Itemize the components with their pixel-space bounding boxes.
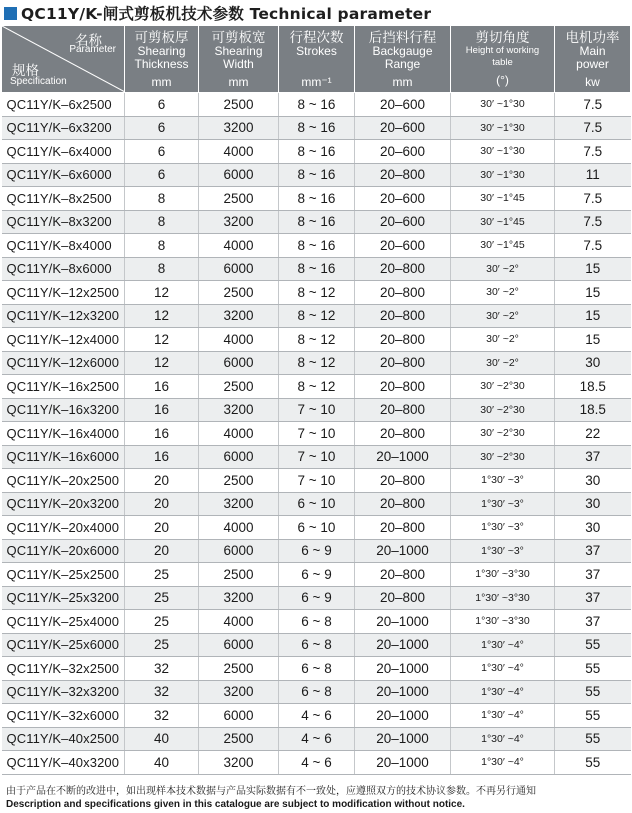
strokes-cell: 6 ~ 8 [279,633,355,657]
header-label-en: Shearing [137,44,186,58]
table-row [2,351,631,375]
table-row [2,633,631,657]
width-cell: 2500 [199,187,279,211]
angle-cell: 30′ ~1°45 [451,234,555,258]
strokes-cell: 8 ~ 12 [279,328,355,352]
angle-cell: 30′ ~2°30 [451,375,555,399]
header-shear-angle [451,26,555,93]
table-row [2,375,631,399]
angle-cell: 30′ ~1°45 [451,187,555,211]
width-cell: 2500 [199,281,279,305]
angle-cell: 1°30′ ~3° [451,539,555,563]
table-row [2,539,631,563]
table-row [2,492,631,516]
strokes-cell: 8 ~ 16 [279,163,355,187]
header-label-en-2: Thickness [134,57,189,71]
model-cell: QC11Y/K–16x4000 [2,422,125,446]
width-cell: 4000 [199,516,279,540]
table-row [2,163,631,187]
width-cell: 2500 [199,727,279,751]
strokes-cell: 7 ~ 10 [279,422,355,446]
header-backgauge [355,26,451,93]
width-cell: 3200 [199,586,279,610]
thickness-cell: 8 [125,210,199,234]
backgauge-cell: 20–800 [355,398,451,422]
power-cell: 55 [555,727,631,751]
model-cell: QC11Y/K–16x3200 [2,398,125,422]
header-label-en-2: table [492,57,513,68]
thickness-cell: 6 [125,93,199,117]
power-cell: 7.5 [555,234,631,258]
thickness-cell: 32 [125,704,199,728]
power-cell: 7.5 [555,187,631,211]
strokes-cell: 7 ~ 10 [279,398,355,422]
model-cell: QC11Y/K–6x2500 [2,93,125,117]
header-label-en-2: power [576,57,609,71]
thickness-cell: 32 [125,680,199,704]
backgauge-cell: 20–1000 [355,610,451,634]
thickness-cell: 20 [125,516,199,540]
header-label-en: Backgauge [372,44,433,58]
header-specification-en: Specification [10,76,67,87]
angle-cell: 30′ ~2°30 [451,445,555,469]
header-label-zh: 剪切角度 [475,30,530,45]
backgauge-cell: 20–800 [355,163,451,187]
model-cell: QC11Y/K–12x6000 [2,351,125,375]
angle-cell: 1°30′ ~3°30 [451,586,555,610]
footnote-en: Description and specifications given in this catalogue are subject to modification without notice. [6,799,465,810]
table-row [2,610,631,634]
model-cell: QC11Y/K–20x2500 [2,469,125,493]
width-cell: 6000 [199,257,279,281]
strokes-cell: 6 ~ 9 [279,563,355,587]
power-cell: 7.5 [555,140,631,164]
angle-cell: 30′ ~2° [451,351,555,375]
angle-cell: 30′ ~1°30 [451,163,555,187]
header-label-zh: 行程次数 [289,30,344,45]
header-label-en-2: Range [384,57,421,71]
strokes-cell: 6 ~ 10 [279,516,355,540]
table-row [2,328,631,352]
power-cell: 30 [555,516,631,540]
model-cell: QC11Y/K–8x6000 [2,257,125,281]
table-row [2,187,631,211]
backgauge-cell: 20–800 [355,469,451,493]
power-cell: 15 [555,328,631,352]
header-name-zh: 名称 [75,33,102,48]
angle-cell: 1°30′ ~4° [451,704,555,728]
strokes-cell: 7 ~ 10 [279,445,355,469]
width-cell: 4000 [199,140,279,164]
strokes-cell: 6 ~ 9 [279,586,355,610]
width-cell: 3200 [199,304,279,328]
width-cell: 4000 [199,422,279,446]
power-cell: 55 [555,704,631,728]
width-cell: 6000 [199,539,279,563]
header-motor-power [555,26,631,93]
thickness-cell: 12 [125,304,199,328]
angle-cell: 30′ ~1°30 [451,93,555,117]
thickness-cell: 40 [125,727,199,751]
model-cell: QC11Y/K–25x4000 [2,610,125,634]
model-cell: QC11Y/K–12x4000 [2,328,125,352]
strokes-cell: 4 ~ 6 [279,704,355,728]
angle-cell: 1°30′ ~4° [451,751,555,775]
table-row [2,234,631,258]
backgauge-cell: 20–1000 [355,633,451,657]
strokes-cell: 8 ~ 16 [279,187,355,211]
backgauge-cell: 20–1000 [355,727,451,751]
model-cell: QC11Y/K–40x3200 [2,751,125,775]
header-label-zh: 后挡料行程 [368,30,437,45]
backgauge-cell: 20–1000 [355,445,451,469]
header-label-zh: 可剪板厚 [134,30,189,45]
angle-cell: 30′ ~2° [451,328,555,352]
backgauge-cell: 20–800 [355,516,451,540]
backgauge-cell: 20–800 [355,257,451,281]
angle-cell: 30′ ~2°30 [451,422,555,446]
strokes-cell: 7 ~ 10 [279,469,355,493]
angle-cell: 1°30′ ~3° [451,492,555,516]
backgauge-cell: 20–600 [355,93,451,117]
power-cell: 22 [555,422,631,446]
table-body [2,93,631,775]
thickness-cell: 12 [125,328,199,352]
power-cell: 37 [555,610,631,634]
width-cell: 2500 [199,469,279,493]
thickness-cell: 25 [125,610,199,634]
table-row [2,140,631,164]
table-row [2,727,631,751]
width-cell: 4000 [199,610,279,634]
power-cell: 15 [555,281,631,305]
power-cell: 7.5 [555,116,631,140]
angle-cell: 30′ ~1°30 [451,116,555,140]
power-cell: 37 [555,563,631,587]
thickness-cell: 8 [125,234,199,258]
backgauge-cell: 20–600 [355,210,451,234]
model-cell: QC11Y/K–8x3200 [2,210,125,234]
model-cell: QC11Y/K–8x4000 [2,234,125,258]
thickness-cell: 12 [125,281,199,305]
header-unit: mm [228,75,249,89]
header-label-en: Main [579,44,606,58]
table-row [2,422,631,446]
model-cell: QC11Y/K–25x2500 [2,563,125,587]
strokes-cell: 8 ~ 12 [279,375,355,399]
model-cell: QC11Y/K–25x3200 [2,586,125,610]
width-cell: 6000 [199,445,279,469]
strokes-cell: 8 ~ 16 [279,116,355,140]
model-cell: QC11Y/K–12x3200 [2,304,125,328]
width-cell: 3200 [199,398,279,422]
model-cell: QC11Y/K–40x2500 [2,727,125,751]
model-cell: QC11Y/K–16x2500 [2,375,125,399]
power-cell: 55 [555,633,631,657]
width-cell: 3200 [199,116,279,140]
thickness-cell: 20 [125,469,199,493]
power-cell: 37 [555,586,631,610]
table-row [2,116,631,140]
backgauge-cell: 20–800 [355,563,451,587]
width-cell: 6000 [199,704,279,728]
strokes-cell: 8 ~ 12 [279,281,355,305]
thickness-cell: 20 [125,492,199,516]
backgauge-cell: 20–600 [355,140,451,164]
header-parameter-en: Parameter [69,44,116,55]
power-cell: 55 [555,751,631,775]
power-cell: 18.5 [555,398,631,422]
footnote [6,785,536,811]
thickness-cell: 32 [125,657,199,681]
header-label-en: Height of working [465,45,540,56]
width-cell: 2500 [199,657,279,681]
strokes-cell: 4 ~ 6 [279,727,355,751]
angle-cell: 30′ ~1°45 [451,210,555,234]
thickness-cell: 25 [125,563,199,587]
power-cell: 55 [555,680,631,704]
header-spec-zh: 规格 [12,63,39,78]
header-strokes [279,26,355,93]
backgauge-cell: 20–600 [355,116,451,140]
table-row [2,93,631,117]
angle-cell: 1°30′ ~3°30 [451,610,555,634]
model-cell: QC11Y/K–6x4000 [2,140,125,164]
model-cell: QC11Y/K–8x2500 [2,187,125,211]
header-unit: (°) [496,73,509,87]
model-cell: QC11Y/K–12x2500 [2,281,125,305]
power-cell: 37 [555,445,631,469]
page-title: QC11Y/K-闸式剪板机技术参数 Technical parameter [21,5,432,23]
thickness-cell: 25 [125,633,199,657]
power-cell: 18.5 [555,375,631,399]
angle-cell: 1°30′ ~4° [451,680,555,704]
model-cell: QC11Y/K–32x2500 [2,657,125,681]
header-row [2,26,631,93]
table-row [2,563,631,587]
technical-parameter-table [1,25,631,775]
table-row [2,210,631,234]
power-cell: 30 [555,351,631,375]
table-row [2,657,631,681]
header-unit: mm [151,75,172,89]
width-cell: 3200 [199,210,279,234]
model-cell: QC11Y/K–32x3200 [2,680,125,704]
table-row [2,257,631,281]
thickness-cell: 6 [125,163,199,187]
thickness-cell: 16 [125,422,199,446]
header-label-zh: 可剪板宽 [211,30,266,45]
power-cell: 7.5 [555,93,631,117]
angle-cell: 1°30′ ~4° [451,633,555,657]
model-cell: QC11Y/K–32x6000 [2,704,125,728]
strokes-cell: 8 ~ 16 [279,257,355,281]
backgauge-cell: 20–1000 [355,704,451,728]
table-row [2,398,631,422]
thickness-cell: 25 [125,586,199,610]
strokes-cell: 8 ~ 12 [279,304,355,328]
angle-cell: 1°30′ ~3° [451,469,555,493]
backgauge-cell: 20–600 [355,187,451,211]
model-cell: QC11Y/K–20x4000 [2,516,125,540]
header-label-en-2: Width [223,57,254,71]
width-cell: 6000 [199,163,279,187]
width-cell: 4000 [199,328,279,352]
strokes-cell: 8 ~ 12 [279,351,355,375]
backgauge-cell: 20–1000 [355,680,451,704]
power-cell: 37 [555,539,631,563]
backgauge-cell: 20–800 [355,586,451,610]
power-cell: 30 [555,469,631,493]
thickness-cell: 40 [125,751,199,775]
header-label-en: Shearing [214,44,263,58]
power-cell: 7.5 [555,210,631,234]
power-cell: 15 [555,257,631,281]
thickness-cell: 12 [125,351,199,375]
width-cell: 3200 [199,680,279,704]
angle-cell: 30′ ~2° [451,257,555,281]
angle-cell: 1°30′ ~3°30 [451,563,555,587]
backgauge-cell: 20–800 [355,304,451,328]
table-row [2,469,631,493]
backgauge-cell: 20–1000 [355,657,451,681]
header-width [199,26,279,93]
table-row [2,516,631,540]
backgauge-cell: 20–800 [355,281,451,305]
width-cell: 2500 [199,375,279,399]
angle-cell: 30′ ~2° [451,304,555,328]
strokes-cell: 8 ~ 16 [279,210,355,234]
model-cell: QC11Y/K–20x6000 [2,539,125,563]
model-cell: QC11Y/K–16x6000 [2,445,125,469]
width-cell: 3200 [199,492,279,516]
angle-cell: 30′ ~2° [451,281,555,305]
power-cell: 30 [555,492,631,516]
table-row [2,680,631,704]
table-row [2,704,631,728]
angle-cell: 1°30′ ~3° [451,516,555,540]
width-cell: 3200 [199,751,279,775]
strokes-cell: 8 ~ 16 [279,93,355,117]
backgauge-cell: 20–800 [355,375,451,399]
backgauge-cell: 20–1000 [355,751,451,775]
table-row [2,281,631,305]
table-row [2,586,631,610]
thickness-cell: 16 [125,445,199,469]
backgauge-cell: 20–1000 [355,539,451,563]
header-thickness [125,26,199,93]
thickness-cell: 16 [125,375,199,399]
thickness-cell: 8 [125,187,199,211]
model-cell: QC11Y/K–6x3200 [2,116,125,140]
power-cell: 55 [555,657,631,681]
thickness-cell: 8 [125,257,199,281]
strokes-cell: 6 ~ 8 [279,680,355,704]
header-unit: mm⁻¹ [301,75,332,89]
header-unit: kw [585,75,600,89]
strokes-cell: 6 ~ 8 [279,657,355,681]
strokes-cell: 6 ~ 10 [279,492,355,516]
spec-parameter-header [2,26,125,93]
width-cell: 2500 [199,563,279,587]
table-row [2,304,631,328]
strokes-cell: 6 ~ 9 [279,539,355,563]
thickness-cell: 16 [125,398,199,422]
strokes-cell: 4 ~ 6 [279,751,355,775]
width-cell: 6000 [199,633,279,657]
strokes-cell: 6 ~ 8 [279,610,355,634]
backgauge-cell: 20–800 [355,422,451,446]
table-row [2,445,631,469]
angle-cell: 1°30′ ~4° [451,657,555,681]
width-cell: 4000 [199,234,279,258]
angle-cell: 1°30′ ~4° [451,727,555,751]
model-cell: QC11Y/K–25x6000 [2,633,125,657]
header-label-en: Strokes [296,44,337,58]
width-cell: 2500 [199,93,279,117]
model-cell: QC11Y/K–6x6000 [2,163,125,187]
thickness-cell: 6 [125,140,199,164]
power-cell: 11 [555,163,631,187]
width-cell: 6000 [199,351,279,375]
backgauge-cell: 20–800 [355,351,451,375]
strokes-cell: 8 ~ 16 [279,140,355,164]
backgauge-cell: 20–800 [355,328,451,352]
thickness-cell: 20 [125,539,199,563]
title-marker-square [4,7,17,20]
angle-cell: 30′ ~1°30 [451,140,555,164]
strokes-cell: 8 ~ 16 [279,234,355,258]
thickness-cell: 6 [125,116,199,140]
header-unit: mm [392,75,413,89]
model-cell: QC11Y/K–20x3200 [2,492,125,516]
header-label-zh: 电机功率 [565,30,620,45]
footnote-zh: 由于产品在不断的改进中，如出现样本技术数据与产品实际数据有不一致处，应遵照双方的技术协议参数。不再另行通知 [6,786,536,797]
backgauge-cell: 20–600 [355,234,451,258]
angle-cell: 30′ ~2°30 [451,398,555,422]
backgauge-cell: 20–800 [355,492,451,516]
power-cell: 15 [555,304,631,328]
title-bar [4,2,431,24]
table-row [2,751,631,775]
